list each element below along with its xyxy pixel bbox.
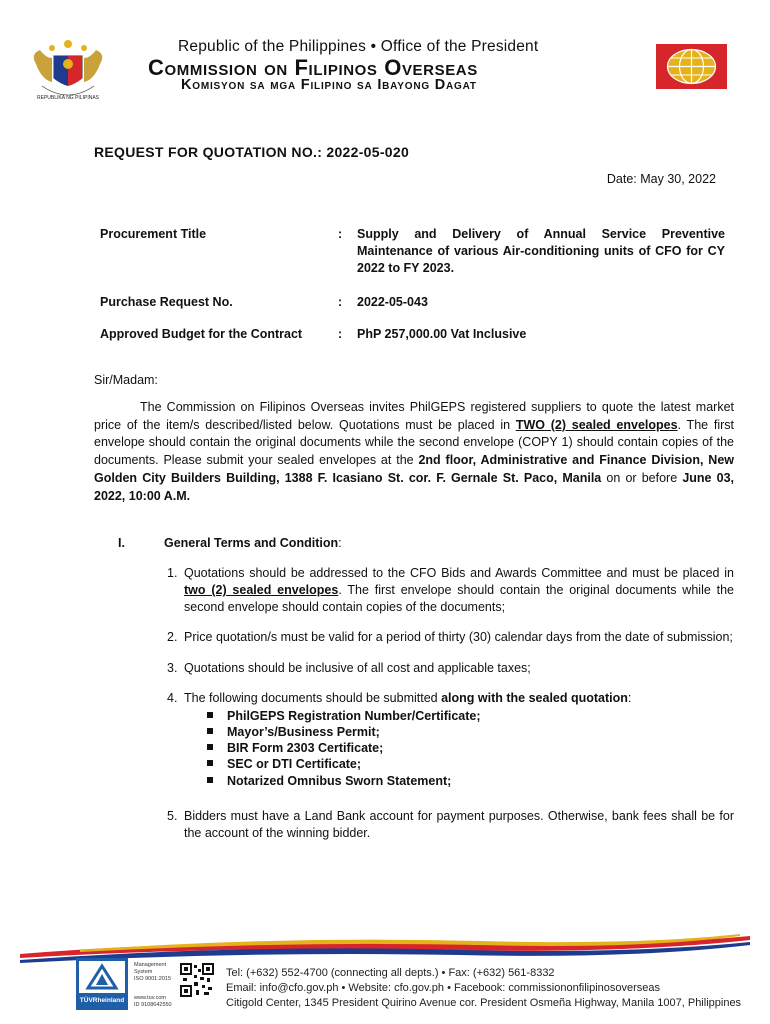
term-number: 5. [167,809,178,823]
term-text: Bidders must have a Land Bank account for payment purposes. Otherwise, bank fees shall be for the account of the winning bidder. [184,809,734,840]
document-name: Mayor’s/Business Permit; [227,725,380,739]
document-list-item [207,756,361,773]
badge-caption-line: Management [134,962,167,968]
badge-caption-line: System [134,969,153,975]
footer-contact-email: Email: info@cfo.gov.ph • Website: cfo.gov.ph • Facebook: commissiononfilipinosoverseas [226,982,661,994]
bullet-square-icon [207,744,213,750]
tuv-certification-badge [76,958,128,1010]
term-number: 3. [167,661,178,675]
term-item-1 [167,565,734,616]
term-item-4 [167,690,734,707]
term-text: Price quotation/s must be valid for a period of thirty (30) calendar days from the date of submission; [184,630,733,644]
detail-label-approved-budget: Approved Budget for the Contract [100,327,303,341]
document-list-item [207,708,481,725]
header-agency-name: Commission on Filipinos Overseas [148,55,478,80]
document-list-item [207,740,383,757]
detail-label-procurement-title: Procurement Title [100,227,207,241]
philippine-seal-logo [22,24,114,106]
term-text: Quotations should be inclusive of all cost and applicable taxes; [184,661,531,675]
term-item-2 [167,629,734,646]
section-number: I. [118,536,125,550]
header-agency-name-filipino: Komisyon sa mga Filipino sa Ibayong Dagat [181,77,477,93]
term-item-3 [167,660,734,677]
term-number: 1. [167,566,178,580]
letter-text: The Commission on Filipinos Overseas invites PhilGEPS registered suppliers to quote the latest market price of the item/s described/listed below. Quotations must be placed in [94,400,734,432]
detail-label-purchase-request: Purchase Request No. [100,295,233,309]
footer-swoosh-decoration [20,932,750,966]
letter-text: on or before [601,470,683,485]
badge-caption-line: ISO 9001:2015 [134,976,172,982]
document-list-item [207,773,451,790]
section-title [164,536,342,550]
detail-value-procurement-title: Supply and Delivery of Annual Service Preventive Maintenance of various Air-conditioning units of CFO for CY 2022 to FY 2023. [357,227,725,275]
document-name: SEC or DTI Certificate; [227,757,362,771]
bullet-square-icon [207,728,213,734]
salutation: Sir/Madam: [94,373,158,387]
term-item-5 [167,808,734,842]
document-name: Notarized Omnibus Sworn Statement; [227,774,452,788]
letter-text: . The first envelope should contain the original documents while the second envelope (COPY 1) should contain copies of the documents. Please submit your sealed envelopes at the [94,417,734,468]
detail-colon: : [338,295,343,309]
term-text: . The first envelope should contain the original documents while the second envelope should contain copies of the documents; [184,583,734,614]
header-line-1: Republic of the Philippines • Office of the President [178,38,539,55]
rfq-title: REQUEST FOR QUOTATION NO.: 2022-05-020 [94,144,410,160]
detail-colon: : [338,227,343,241]
badge-caption [134,962,171,983]
letter-emphasis-address: 2nd floor, Administrative and Finance Division, New Golden City Builders Building, 1388 F. Icasiano St. cor. F. Gernale St. Paco, Manila [94,453,734,485]
rfq-date: Date: May 30, 2022 [606,172,716,186]
badge-web-line: ID 9108642550 [134,1002,172,1008]
document-name: BIR Form 2303 Certificate; [227,741,384,755]
term-number: 2. [167,630,178,644]
badge-web-caption [134,995,172,1009]
section-title-text: General Terms and Condition [164,536,339,550]
footer-contact-phone: Tel: (+632) 552-4700 (connecting all depts.) • Fax: (+632) 561-8332 [226,967,555,979]
letter-emphasis-deadline: June 03, 2022, 10:00 A.M. [94,470,735,503]
badge-brand-text: TÜVRheinland [79,997,125,1004]
term-number: 4. [167,691,178,705]
letter-emphasis-envelopes: TWO (2) sealed envelopes [515,417,678,432]
term-emphasis: along with the sealed quotation [441,691,628,705]
detail-value-purchase-request: 2022-05-043 [357,295,428,309]
term-text: Quotations should be addressed to the CFO Bids and Awards Committee and must be placed in [184,566,734,580]
bullet-square-icon [207,760,213,766]
letter-body-paragraph [94,399,734,505]
seal-text: REPUBLIKA NG PILIPINAS [37,95,99,101]
qr-code-icon [180,963,214,997]
term-text: The following documents should be submitted [184,691,442,705]
detail-value-approved-budget: PhP 257,000.00 Vat Inclusive [357,327,527,341]
term-emphasis: two (2) sealed envelopes [184,583,339,597]
bullet-square-icon [207,777,213,783]
detail-colon: : [338,327,343,341]
bullet-square-icon [207,712,213,718]
term-text: : [627,691,632,705]
badge-web-line: www.tuv.com [134,995,166,1001]
document-list-item [207,724,380,741]
cfo-logo [656,44,727,89]
document-name: PhilGEPS Registration Number/Certificate; [227,709,481,723]
section-title-suffix: : [338,536,342,550]
footer-address: Citigold Center, 1345 President Quirino Avenue cor. President Osmeña Highway, Manila 1007, Philippines [226,997,742,1009]
